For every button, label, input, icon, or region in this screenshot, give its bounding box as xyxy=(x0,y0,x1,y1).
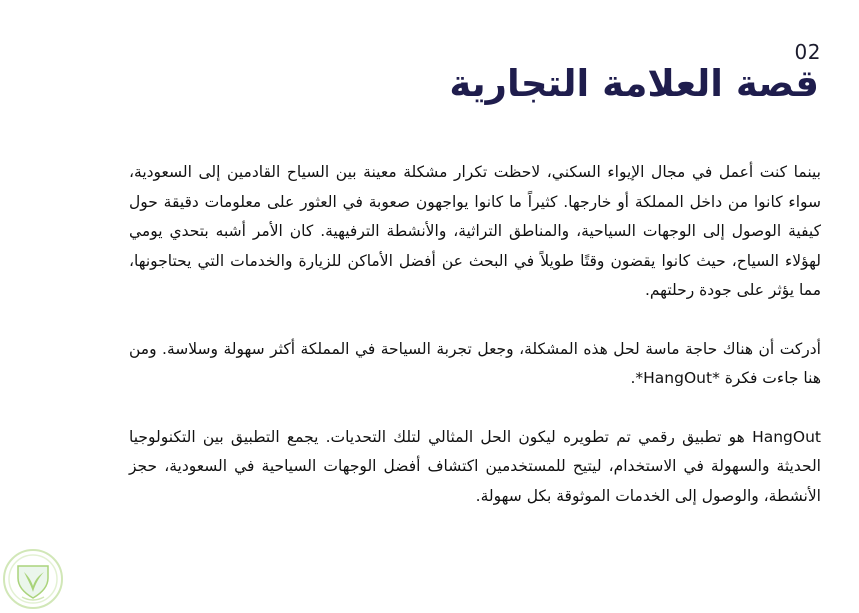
paragraph-need: أدركت أن هناك حاجة ماسة لحل هذه المشكلة، وجعل تجربة السياحة في المملكة أكثر سهولة وسلاسة. ومن هنا جاءت فكرة *HangOut*. xyxy=(129,339,821,387)
section-number: 02 xyxy=(794,40,821,64)
paragraph-solution: HangOut هو تطبيق رقمي تم تطويره ليكون الحل المثالي لتلك التحديات. يجمع التطبيق بين التكنولوجيا الحديثة والسهولة في الاستخدام، ليتيح للمستخدمين اكتشاف أفضل الوجهات السياحية في السعودية، حجز الأنشطة، والوصول إلى الخدمات الموثوقة بكل سهولة. xyxy=(129,427,821,505)
leaf-shield-logo-icon xyxy=(2,548,64,610)
body-text xyxy=(129,158,821,540)
paragraph-problem: بينما كنت أعمل في مجال الإيواء السكني، لاحظت تكرار مشكلة معينة بين السياح القادمين إلى السعودية، سواء كانوا من داخل المملكة أو خارجها. كثيراً ما كانوا يواجهون صعوبة في العثور على معلومات دقيقة حول كيفية الوصول إلى الوجهات السياحية، والمناطق التراثية، والأنشطة الترفيهية. كان الأمر أشبه بتحدي يومي لهؤلاء السياح، حيث كانوا يقضون وقتًا طويلاً في البحث عن أفضل الأماكن للزيارة والخدمات التي يحتاجونها، مما يؤثر على جودة رحلتهم. xyxy=(129,163,821,299)
page-title: قصة العلامة التجارية xyxy=(449,62,819,105)
